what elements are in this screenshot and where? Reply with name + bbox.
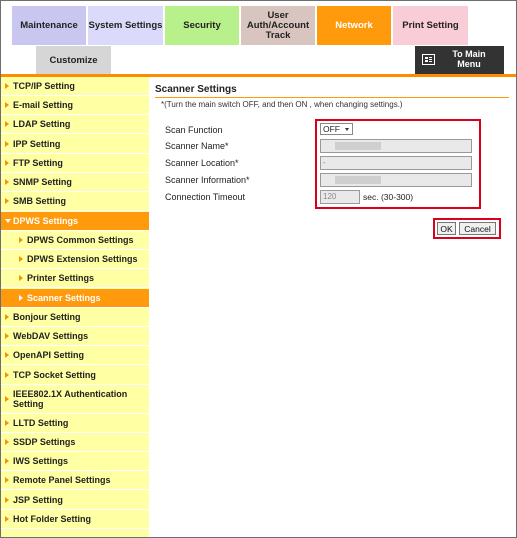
scanner-information-label: Scanner Information* [165, 175, 250, 185]
tab-user-auth-account-track[interactable]: User Auth/Account Track [241, 6, 316, 45]
sidebar-item-ieee8021x[interactable]: IEEE802.1X Authentication Setting [1, 385, 149, 414]
sidebar-item-smb[interactable]: SMB Setting [1, 192, 149, 211]
top-tab-bar [12, 6, 504, 46]
title-underline [155, 97, 509, 98]
tab-security[interactable]: Security [165, 6, 240, 45]
sidebar-item-ldap[interactable]: LDAP Setting [1, 115, 149, 134]
tab-maintenance[interactable]: Maintenance [12, 6, 87, 45]
ok-button[interactable]: OK [437, 222, 456, 235]
scanner-location-label: Scanner Location* [165, 158, 239, 168]
cancel-button[interactable]: Cancel [459, 222, 496, 235]
sidebar-item-openapi[interactable]: OpenAPI Setting [1, 346, 149, 365]
sidebar-item-email[interactable]: E-mail Setting [1, 96, 149, 115]
sidebar-item-snmp[interactable]: SNMP Setting [1, 173, 149, 192]
customize-button[interactable]: Customize [36, 46, 111, 74]
scan-function-select[interactable]: OFF [320, 123, 353, 135]
sidebar-item-tcpip[interactable]: TCP/IP Setting [1, 77, 149, 96]
sidebar-item-ftp[interactable]: FTP Setting [1, 154, 149, 173]
sidebar-item-bonjour[interactable]: Bonjour Setting [1, 308, 149, 327]
scanner-location-field[interactable]: - [320, 156, 472, 170]
sidebar-item-hot-folder[interactable]: Hot Folder Setting [1, 510, 149, 529]
sidebar-item-printer-settings[interactable]: Printer Settings [1, 269, 149, 288]
connection-timeout-label: Connection Timeout [165, 192, 246, 202]
settings-note: *(Turn the main switch OFF, and then ON , when changing settings.) [161, 100, 403, 109]
sidebar-item-dpws-common[interactable]: DPWS Common Settings [1, 231, 149, 250]
sidebar-item-ipp[interactable]: IPP Setting [1, 135, 149, 154]
connection-timeout-field[interactable]: 120 [320, 190, 360, 204]
tab-system-settings[interactable]: System Settings [88, 6, 164, 45]
scan-function-label: Scan Function [165, 125, 223, 135]
page-title: Scanner Settings [155, 84, 237, 95]
sidebar-item-lltd[interactable]: LLTD Setting [1, 414, 149, 433]
sidebar-item-tcp-socket[interactable]: TCP Socket Setting [1, 366, 149, 385]
sidebar-item-scanner-settings[interactable]: Scanner Settings [1, 289, 149, 308]
sidebar-item-dpws-settings[interactable]: DPWS Settings [1, 212, 149, 231]
menu-list-icon [422, 54, 435, 65]
sidebar-item-iws[interactable]: IWS Settings [1, 452, 149, 471]
scanner-name-label: Scanner Name* [165, 141, 229, 151]
sidebar-item-dpws-extension[interactable]: DPWS Extension Settings [1, 250, 149, 269]
fields-highlight-box [315, 119, 481, 209]
sidebar-item-jsp[interactable]: JSP Setting [1, 491, 149, 510]
to-main-menu-label: To Main Menu [452, 49, 486, 69]
to-main-menu-button[interactable] [415, 46, 504, 74]
sidebar [1, 77, 149, 537]
sidebar-item-remote-panel[interactable]: Remote Panel Settings [1, 471, 149, 490]
sidebar-item-webdav[interactable]: WebDAV Settings [1, 327, 149, 346]
tab-network[interactable]: Network [317, 6, 392, 45]
connection-timeout-unit: sec. (30-300) [363, 192, 414, 202]
tab-print-setting[interactable]: Print Setting [393, 6, 469, 45]
sidebar-item-ssdp[interactable]: SSDP Settings [1, 433, 149, 452]
